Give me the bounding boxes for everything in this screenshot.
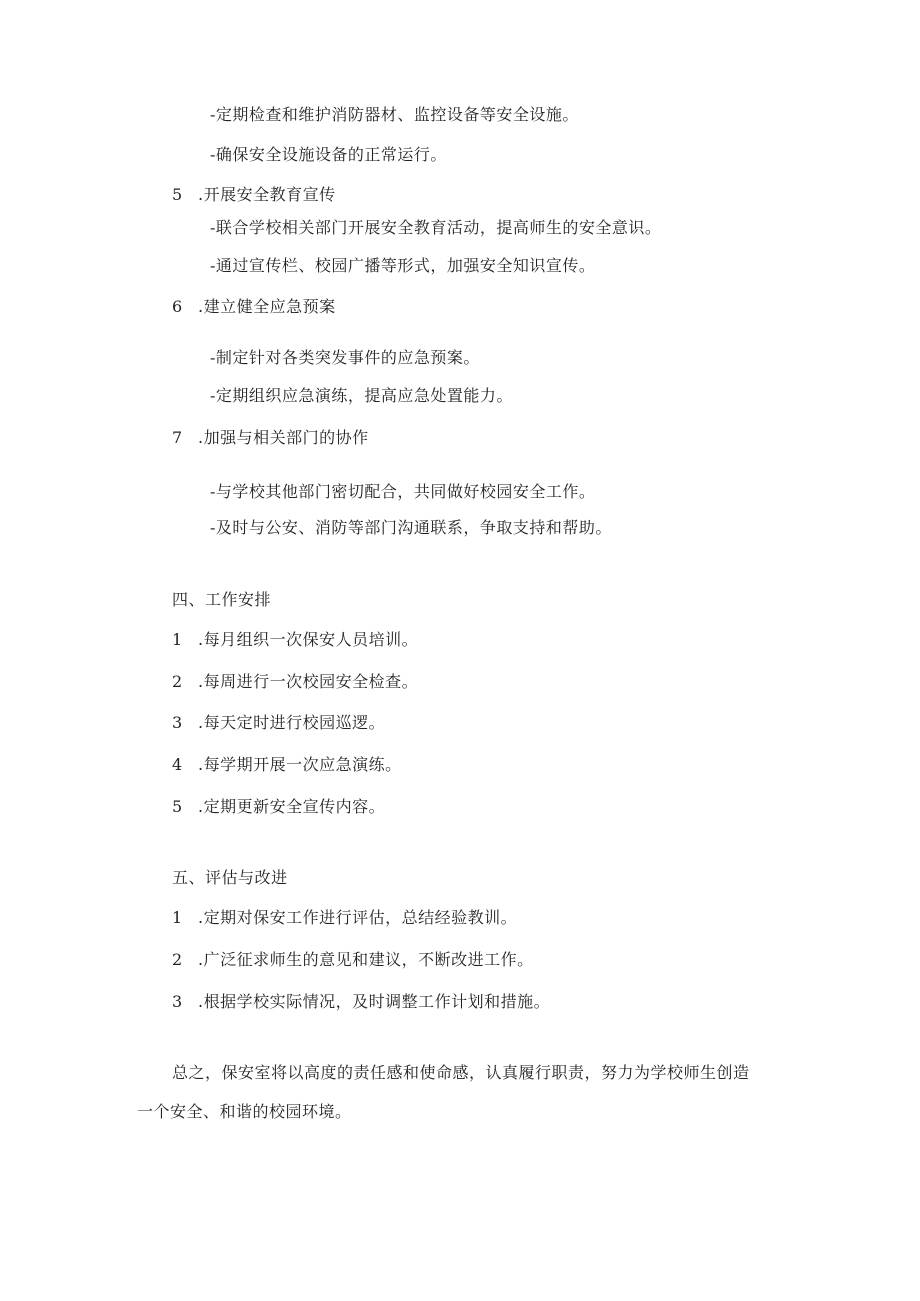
conclusion-paragraph-line-1: 总之，保安室将以高度的责任感和使命感，认真履行职责，努力为学校师生创造 [172, 1063, 750, 1082]
bullet-line: -定期组织应急演练，提高应急处置能力。 [210, 386, 513, 405]
bullet-line: -与学校其他部门密切配合，共同做好校园安全工作。 [210, 482, 596, 501]
bullet-line: -及时与公安、消防等部门沟通联系，争取支持和帮助。 [210, 518, 612, 537]
item-number: 6 [172, 297, 183, 316]
bullet-line: -确保安全设施设备的正常运行。 [210, 145, 447, 164]
list-item [172, 950, 534, 970]
bullet-line: -制定针对各类突发事件的应急预案。 [210, 348, 480, 367]
list-item [172, 992, 550, 1012]
list-item [172, 630, 418, 650]
numbered-heading [172, 428, 369, 448]
item-text: .定期更新安全宣传内容。 [198, 797, 386, 816]
item-text: .定期对保安工作进行评估，总结经验教训。 [198, 908, 518, 927]
numbered-heading [172, 297, 336, 317]
item-text: .每天定时进行校园巡逻。 [198, 713, 386, 732]
item-number: 5 [172, 797, 183, 816]
item-number: 2 [172, 672, 183, 691]
conclusion-paragraph-line-2: 一个安全、和谐的校园环境。 [137, 1102, 352, 1121]
item-number: 5 [172, 185, 183, 204]
item-text: .每周进行一次校园安全检查。 [198, 672, 419, 691]
numbered-heading [172, 185, 336, 205]
item-title: .加强与相关部门的协作 [198, 428, 369, 447]
bullet-line: -通过宣传栏、校园广播等形式，加强安全知识宣传。 [210, 256, 596, 275]
item-title: .建立健全应急预案 [198, 297, 336, 316]
item-number: 3 [172, 992, 183, 1011]
list-item [172, 672, 418, 692]
item-text: .每月组织一次保安人员培训。 [198, 630, 419, 649]
item-text: .根据学校实际情况，及时调整工作计划和措施。 [198, 992, 551, 1011]
section-heading: 四、工作安排 [172, 590, 272, 609]
item-number: 3 [172, 713, 183, 732]
item-number: 1 [172, 630, 183, 649]
list-item [172, 797, 385, 817]
item-text: .每学期开展一次应急演练。 [198, 755, 402, 774]
section-heading: 五、评估与改进 [172, 868, 288, 887]
item-number: 7 [172, 428, 183, 447]
item-title: .开展安全教育宣传 [198, 185, 336, 204]
bullet-line: -定期检查和维护消防器材、监控设备等安全设施。 [210, 105, 579, 124]
list-item [172, 713, 385, 733]
list-item [172, 908, 517, 928]
item-text: .广泛征求师生的意见和建议，不断改进工作。 [198, 950, 534, 969]
item-number: 4 [172, 755, 183, 774]
item-number: 1 [172, 908, 183, 927]
item-number: 2 [172, 950, 183, 969]
bullet-line: -联合学校相关部门开展安全教育活动，提高师生的安全意识。 [210, 218, 662, 237]
list-item [172, 755, 402, 775]
